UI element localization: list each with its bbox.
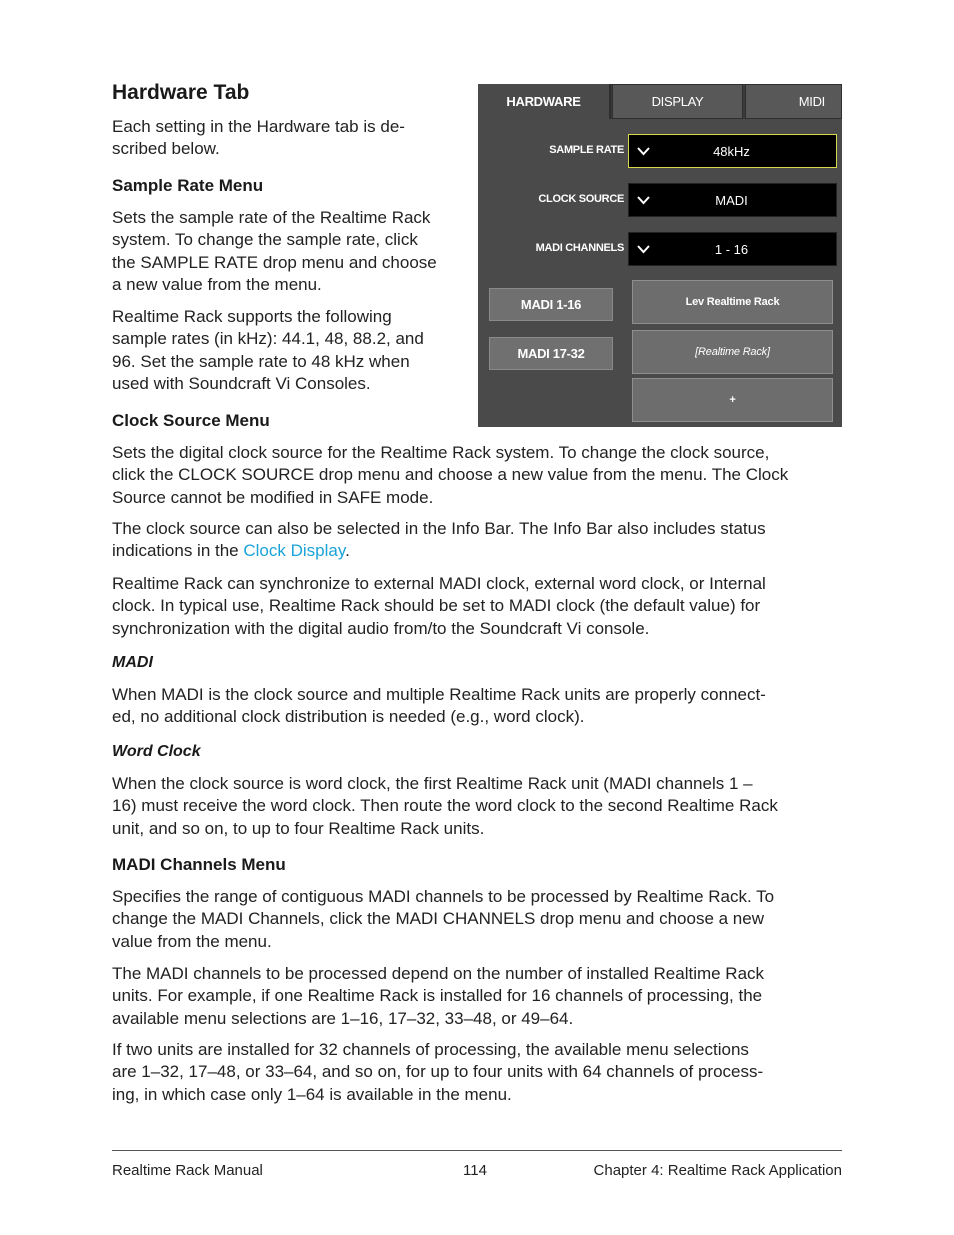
- clock-source-dropdown[interactable]: [628, 183, 837, 217]
- text-line: The MADI channels to be processed depend on the number of installed Realtime Rack: [112, 964, 765, 983]
- clock-source-value: MADI: [715, 192, 748, 208]
- clock-source-label: CLOCK SOURCE: [538, 193, 624, 205]
- subheading-clock-source-menu: Clock Source Menu: [112, 411, 270, 430]
- madi-1-16-button[interactable]: MADI 1-16: [489, 288, 613, 321]
- section-heading-hardware-tab: Hardware Tab: [112, 81, 250, 104]
- text-fragment: .: [345, 541, 350, 561]
- text-line: 96. Set the sample rate to 48 kHz when: [112, 351, 410, 371]
- sample-rate-dropdown[interactable]: [628, 134, 837, 168]
- text-line: value from the menu.: [112, 931, 272, 951]
- text-line: ed, no additional clock distribution is needed (e.g., word clock).: [112, 707, 585, 727]
- footer-chapter-title: Chapter 4: Realtime Rack Application: [593, 1162, 842, 1179]
- text-line: the SAMPLE RATE drop menu and choose: [112, 252, 437, 272]
- rack-slot-button[interactable]: Lev Realtime Rack: [632, 280, 833, 324]
- intro-paragraph: [112, 116, 462, 161]
- sample-rate-value: 48kHz: [713, 143, 750, 159]
- add-rack-button[interactable]: +: [632, 378, 833, 422]
- subheading-sample-rate-menu: Sample Rate Menu: [112, 176, 264, 195]
- text-line: are 1–32, 17–48, or 33–64, and so on, for up to four units with 64 channels of process-: [112, 1062, 764, 1082]
- text-line: units. For example, if one Realtime Rack is installed for 16 channels of processing, the: [112, 986, 763, 1006]
- text-line: If two units are installed for 32 channels of processing, the available menu selections: [112, 1040, 749, 1059]
- madi-channels-paragraph-3: [112, 1039, 852, 1106]
- madi-channels-dropdown[interactable]: [628, 232, 837, 266]
- text-line: unit, and so on, to up to four Realtime Rack units.: [112, 818, 485, 838]
- tab-hardware[interactable]: HARDWARE: [478, 84, 611, 119]
- text-line: available menu selections are 1–16, 17–32, 33–48, or 49–64.: [112, 1008, 574, 1028]
- madi-paragraph: [112, 684, 852, 729]
- text-line: ing, in which case only 1–64 is available in the menu.: [112, 1084, 512, 1104]
- text-line: Realtime Rack can synchronize to external MADI clock, external word clock, or Internal: [112, 574, 766, 593]
- madi-channels-value: 1 - 16: [714, 241, 749, 257]
- text-line: Each setting in the Hardware tab is de-: [112, 117, 405, 136]
- text-line: sample rates (in kHz): 44.1, 48, 88.2, and: [112, 329, 424, 349]
- clock-source-paragraph-3: [112, 573, 852, 640]
- footer-divider: [112, 1150, 842, 1151]
- text-line: a new value from the menu.: [112, 275, 322, 295]
- chevron-down-icon: [629, 196, 657, 205]
- hardware-settings-panel: [478, 84, 842, 427]
- footer-page-number: 114: [463, 1162, 487, 1179]
- text-line: When MADI is the clock source and multiple Realtime Rack units are properly connect-: [112, 685, 766, 704]
- clock-display-link[interactable]: Clock Display: [243, 541, 346, 561]
- word-clock-paragraph: [112, 773, 852, 840]
- text-line: Realtime Rack supports the following: [112, 307, 392, 326]
- madi-channels-label: MADI CHANNELS: [535, 242, 624, 254]
- rack-slot-button[interactable]: [Realtime Rack]: [632, 330, 833, 374]
- sample-rate-label: SAMPLE RATE: [549, 144, 624, 156]
- chevron-down-icon: [629, 245, 657, 254]
- text-line: used with Soundcraft Vi Consoles.: [112, 374, 371, 394]
- text-line: clock. In typical use, Realtime Rack should be set to MADI clock (the default value) for: [112, 596, 761, 616]
- text-line: 16) must receive the word clock. Then route the word clock to the second Realtime Rack: [112, 796, 778, 816]
- footer-manual-title: Realtime Rack Manual: [112, 1162, 263, 1179]
- chevron-down-icon: [629, 147, 657, 156]
- subheading-word-clock: Word Clock: [112, 743, 201, 760]
- text-line: Sets the digital clock source for the Realtime Rack system. To change the clock source,: [112, 443, 770, 462]
- subheading-madi-channels-menu: MADI Channels Menu: [112, 855, 286, 874]
- madi-17-32-button[interactable]: MADI 17-32: [489, 337, 613, 370]
- text-line: When the clock source is word clock, the first Realtime Rack unit (MADI channels 1 –: [112, 774, 753, 793]
- madi-channels-paragraph-2: [112, 963, 852, 1030]
- text-fragment: indications in the: [112, 541, 244, 561]
- text-line: Source cannot be modified in SAFE mode.: [112, 487, 434, 507]
- text-line: click the CLOCK SOURCE drop menu and choose a new value from the menu. The Clock: [112, 465, 789, 485]
- clock-source-paragraph-1: [112, 442, 852, 509]
- text-line: change the MADI Channels, click the MADI CHANNELS drop menu and choose a new: [112, 909, 764, 929]
- tab-display[interactable]: DISPLAY: [612, 84, 743, 119]
- sample-rate-paragraph-1: [112, 207, 472, 297]
- madi-channels-paragraph-1: [112, 886, 852, 953]
- tab-midi[interactable]: MIDI: [745, 84, 842, 119]
- clock-source-paragraph-2: [112, 518, 852, 563]
- text-line: [112, 540, 852, 562]
- text-line: system. To change the sample rate, click: [112, 230, 418, 250]
- text-line: Sets the sample rate of the Realtime Rack: [112, 208, 431, 227]
- text-line: synchronization with the digital audio from/to the Soundcraft Vi console.: [112, 618, 650, 638]
- sample-rate-paragraph-2: [112, 306, 474, 396]
- subheading-madi: MADI: [112, 654, 153, 671]
- text-line: Specifies the range of contiguous MADI channels to be processed by Realtime Rack. To: [112, 887, 775, 906]
- panel-tab-bar: [478, 84, 842, 119]
- text-line: The clock source can also be selected in the Info Bar. The Info Bar also includes status: [112, 519, 766, 538]
- text-line: scribed below.: [112, 139, 220, 159]
